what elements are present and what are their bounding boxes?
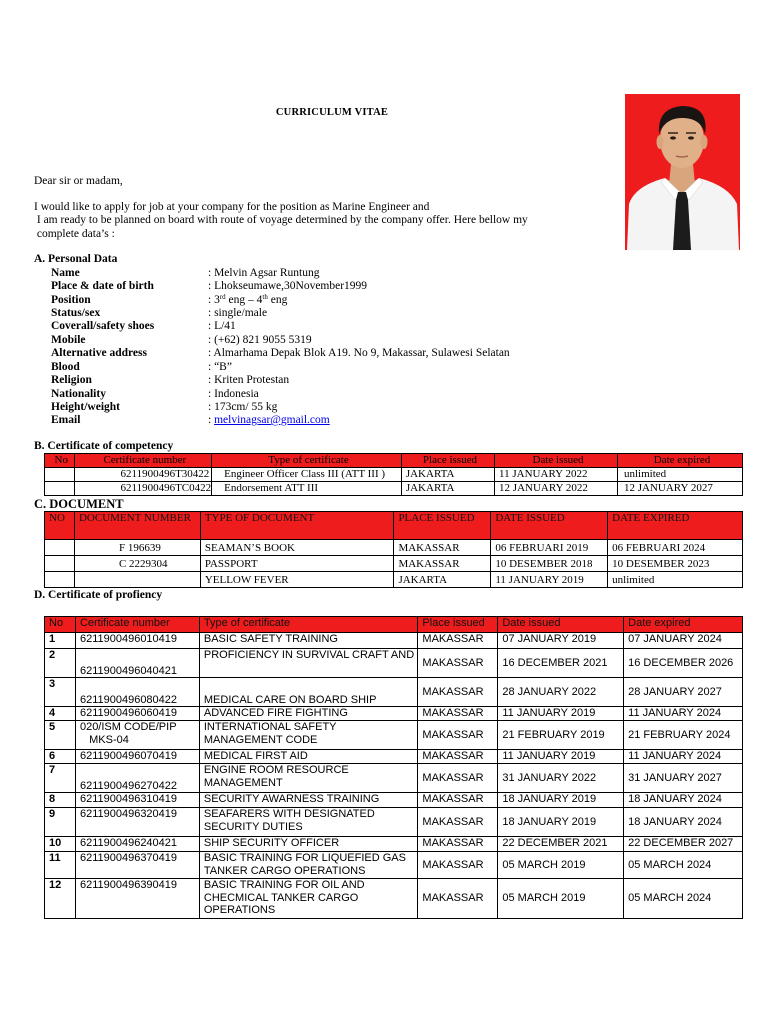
personal-value: : L/41 [208, 320, 236, 332]
table-header-cell: DOCUMENT NUMBER [74, 512, 200, 540]
table-row [45, 572, 743, 588]
table-cell: PASSPORT [200, 556, 394, 572]
table-cell: 6211900496240421 [75, 837, 199, 852]
table-header-cell: Type of certificate [212, 454, 402, 468]
table-header-cell: DATE EXPIRED [608, 512, 743, 540]
table-cell: 11 JANUARY 2024 [624, 750, 743, 764]
table-header-cell: Place issued [418, 617, 498, 633]
table-header-cell: Date expired [624, 617, 743, 633]
profile-photo [625, 94, 740, 250]
table-row [45, 540, 743, 556]
personal-row [51, 267, 731, 281]
table-cell: 18 JANUARY 2019 [498, 793, 624, 808]
table-cell: 22 DECEMBER 2027 [624, 837, 743, 852]
personal-label: Name [51, 267, 80, 279]
table-cell: F 196639 [74, 540, 200, 556]
table-row [45, 721, 743, 750]
table-row [45, 837, 743, 852]
intro-line-1: I would like to apply for job at your company for the position as Marine Engineer and [34, 201, 430, 213]
table-cell: MAKASSAR [418, 879, 498, 919]
personal-value: : “B” [208, 361, 232, 373]
table-cell: INTERNATIONAL SAFETY MANAGEMENT CODE [199, 721, 418, 750]
table-cell: Engineer Officer Class III (ATT III ) [212, 468, 402, 482]
personal-label: Position [51, 294, 91, 306]
table-row [45, 678, 743, 707]
table-cell: BASIC SAFETY TRAINING [199, 633, 418, 649]
table-cell: 8 [45, 793, 76, 808]
personal-label: Religion [51, 374, 92, 386]
table-cell: 11 JANUARY 2019 [498, 707, 624, 721]
table-cell: BASIC TRAINING FOR LIQUEFIED GAS TANKER CARGO OPERATIONS [199, 852, 418, 879]
table-cell: 12 JANUARY 2027 [618, 482, 743, 496]
table-cell: 21 FEBRUARY 2019 [498, 721, 624, 750]
table-row [45, 879, 743, 919]
personal-label: Place & date of birth [51, 280, 154, 292]
table-cell: JAKARTA [401, 482, 494, 496]
table-cell [45, 572, 75, 588]
personal-row [51, 414, 731, 428]
table-row [45, 852, 743, 879]
table-cell: 07 JANUARY 2019 [498, 633, 624, 649]
email-colon: : [208, 414, 215, 426]
table-cell: 020/ISM CODE/PIP MKS-04 [75, 721, 199, 750]
table-cell: 11 JANUARY 2022 [495, 468, 618, 482]
greeting: Dear sir or madam, [34, 175, 123, 187]
personal-value: : Lhokseumawe,30November1999 [208, 280, 368, 292]
table-cell: 31 JANUARY 2022 [498, 764, 624, 793]
table-cell: MAKASSAR [418, 808, 498, 837]
personal-row [51, 280, 731, 294]
table-row [45, 764, 743, 793]
table-row [45, 649, 743, 678]
table-cell: MAKASSAR [418, 852, 498, 879]
position-part: : 3 [208, 294, 220, 306]
personal-row [51, 401, 731, 415]
table-cell: 9 [45, 808, 76, 837]
table-cell: Endorsement ATT III [212, 482, 402, 496]
table-cell: 6 [45, 750, 76, 764]
table-cell: 6211900496T30422 [74, 468, 212, 482]
personal-label: Mobile [51, 334, 86, 346]
personal-label: Alternative address [51, 347, 147, 359]
table-cell: 12 JANUARY 2022 [495, 482, 618, 496]
personal-label: Status/sex [51, 307, 101, 319]
personal-label: Coverall/safety shoes [51, 320, 155, 332]
table-cell: 06 FEBRUARI 2019 [491, 540, 608, 556]
personal-value [208, 414, 330, 428]
table-cell: 28 JANUARY 2027 [624, 678, 743, 707]
table-cell: YELLOW FEVER [200, 572, 394, 588]
table-cell: MAKASSAR [394, 540, 491, 556]
proficiency-table [44, 616, 743, 919]
table-cell: 6211900496040421 [75, 649, 199, 678]
personal-row [51, 334, 731, 348]
table-cell: SHIP SECURITY OFFICER [199, 837, 418, 852]
table-cell: MAKASSAR [418, 764, 498, 793]
personal-label: Email [51, 414, 81, 426]
personal-row [51, 294, 731, 308]
table-header-cell: NO [45, 512, 75, 540]
competency-table [44, 453, 743, 496]
table-header-cell: Date issued [495, 454, 618, 468]
personal-row [51, 361, 731, 375]
table-cell: 1 [45, 633, 76, 649]
document-title: CURRICULUM VITAE [275, 107, 389, 118]
document-table [44, 511, 743, 588]
table-header-cell: No [45, 454, 75, 468]
table-cell: 2 [45, 649, 76, 678]
table-cell: ADVANCED FIRE FIGHTING [199, 707, 418, 721]
table-cell: 28 JANUARY 2022 [498, 678, 624, 707]
table-cell [45, 468, 75, 482]
table-cell: C 2229304 [74, 556, 200, 572]
table-header-cell: TYPE OF DOCUMENT [200, 512, 394, 540]
intro-line-3: complete data’s : [34, 228, 115, 240]
personal-value: : Kriten Protestan [208, 374, 290, 386]
table-cell: MAKASSAR [418, 793, 498, 808]
table-cell: 3 [45, 678, 76, 707]
personal-value: : 173cm/ 55 kg [208, 401, 278, 413]
table-cell: 12 [45, 879, 76, 919]
table-cell: 6211900496060419 [75, 707, 199, 721]
table-cell: unlimited [618, 468, 743, 482]
table-cell: 4 [45, 707, 76, 721]
table-cell: 6211900496TC0422 [74, 482, 212, 496]
position-part: th [262, 293, 268, 301]
table-cell: MAKASSAR [418, 721, 498, 750]
table-cell: 6211900496080422 [75, 678, 199, 707]
table-cell: 06 FEBRUARI 2024 [608, 540, 743, 556]
table-cell: SEAFARERS WITH DESIGNATED SECURITY DUTIES [199, 808, 418, 837]
table-header-cell: DATE ISSUED [491, 512, 608, 540]
table-cell: 11 JANUARY 2019 [491, 572, 608, 588]
table-header-cell: Place issued [401, 454, 494, 468]
table-cell: 11 [45, 852, 76, 879]
table-cell: SEAMAN’S BOOK [200, 540, 394, 556]
personal-value: : Indonesia [208, 388, 259, 400]
personal-label: Blood [51, 361, 80, 373]
table-cell: 6211900496070419 [75, 750, 199, 764]
personal-value: : single/male [208, 307, 268, 319]
personal-label: Nationality [51, 388, 106, 400]
table-header-cell: Type of certificate [199, 617, 418, 633]
table-row [45, 633, 743, 649]
table-cell: 16 DECEMBER 2021 [498, 649, 624, 678]
table-cell: 10 [45, 837, 76, 852]
table-row [45, 808, 743, 837]
table-cell: 10 DESEMBER 2018 [491, 556, 608, 572]
table-row [45, 556, 743, 572]
table-cell: 21 FEBRUARY 2024 [624, 721, 743, 750]
table-row [45, 750, 743, 764]
table-cell: 05 MARCH 2019 [498, 879, 624, 919]
table-header-cell: Date expired [618, 454, 743, 468]
table-cell: 7 [45, 764, 76, 793]
position-part: eng [267, 294, 288, 306]
table-cell: 6211900496320419 [75, 808, 199, 837]
table-cell [45, 540, 75, 556]
position-part: eng – 4 [225, 294, 263, 306]
section-competency-heading: B. Certificate of competency [34, 440, 174, 452]
table-cell: 6211900496310419 [75, 793, 199, 808]
position-part: rd [219, 293, 226, 301]
table-cell: 18 JANUARY 2024 [624, 808, 743, 837]
table-cell: 6211900496270422 [75, 764, 199, 793]
table-header-cell: No [45, 617, 76, 633]
table-cell: MAKASSAR [418, 750, 498, 764]
table-header-cell: Certificate number [74, 454, 212, 468]
table-header-cell: Certificate number [75, 617, 199, 633]
table-row [45, 468, 743, 482]
table-cell: 18 JANUARY 2019 [498, 808, 624, 837]
table-header-cell: PLACE ISSUED [394, 512, 491, 540]
personal-row [51, 388, 731, 402]
table-cell: 18 JANUARY 2024 [624, 793, 743, 808]
table-cell: 05 MARCH 2024 [624, 879, 743, 919]
section-proficiency-heading: D. Certificate of profiency [34, 589, 163, 601]
personal-row [51, 320, 731, 334]
table-cell: 16 DECEMBER 2026 [624, 649, 743, 678]
email-link[interactable]: melvinagsar@gmail.com [214, 414, 330, 426]
intro-line-2: I am ready to be planned on board with route of voyage determined by the company offer. Here bellow my [34, 214, 528, 226]
table-cell: MAKASSAR [418, 678, 498, 707]
personal-label: Height/weight [51, 401, 120, 413]
table-cell: MAKASSAR [394, 556, 491, 572]
person-portrait-icon [625, 94, 740, 250]
table-cell: 6211900496390419 [75, 879, 199, 919]
personal-row [51, 374, 731, 388]
table-header-cell: Date issued [498, 617, 624, 633]
table-cell: unlimited [608, 572, 743, 588]
personal-value: : Melvin Agsar Runtung [208, 267, 320, 279]
table-cell: MEDICAL CARE ON BOARD SHIP [199, 678, 418, 707]
table-cell [45, 482, 75, 496]
section-personal-heading: A. Personal Data [34, 253, 118, 265]
table-cell: MEDICAL FIRST AID [199, 750, 418, 764]
table-cell: PROFICIENCY IN SURVIVAL CRAFT AND [199, 649, 418, 678]
section-document-heading: C. DOCUMENT [34, 497, 124, 511]
table-cell: 05 MARCH 2024 [624, 852, 743, 879]
table-cell: 31 JANUARY 2027 [624, 764, 743, 793]
table-cell: BASIC TRAINING FOR OIL AND CHECMICAL TANKER CARGO OPERATIONS [199, 879, 418, 919]
table-cell: 11 JANUARY 2024 [624, 707, 743, 721]
table-cell: 6211900496370419 [75, 852, 199, 879]
table-row [45, 482, 743, 496]
table-cell: 11 JANUARY 2019 [498, 750, 624, 764]
personal-value [208, 294, 287, 308]
table-cell: 22 DECEMBER 2021 [498, 837, 624, 852]
table-cell: 5 [45, 721, 76, 750]
table-cell: MAKASSAR [418, 649, 498, 678]
personal-value: : (+62) 821 9055 5319 [208, 334, 312, 346]
table-cell: 10 DESEMBER 2023 [608, 556, 743, 572]
table-cell: 05 MARCH 2019 [498, 852, 624, 879]
table-cell: MAKASSAR [418, 837, 498, 852]
table-cell: 07 JANUARY 2024 [624, 633, 743, 649]
table-cell: MAKASSAR [418, 633, 498, 649]
personal-row [51, 307, 731, 321]
table-cell: 6211900496010419 [75, 633, 199, 649]
table-row [45, 793, 743, 808]
table-cell: MAKASSAR [418, 707, 498, 721]
table-cell: ENGINE ROOM RESOURCE MANAGEMENT [199, 764, 418, 793]
table-cell [74, 572, 200, 588]
personal-row [51, 347, 731, 361]
table-row [45, 707, 743, 721]
table-cell [45, 556, 75, 572]
personal-value: : Almarhama Depak Blok A19. No 9, Makassar, Sulawesi Selatan [208, 347, 510, 359]
table-cell: JAKARTA [394, 572, 491, 588]
table-cell: SECURITY AWARNESS TRAINING [199, 793, 418, 808]
table-cell: JAKARTA [401, 468, 494, 482]
